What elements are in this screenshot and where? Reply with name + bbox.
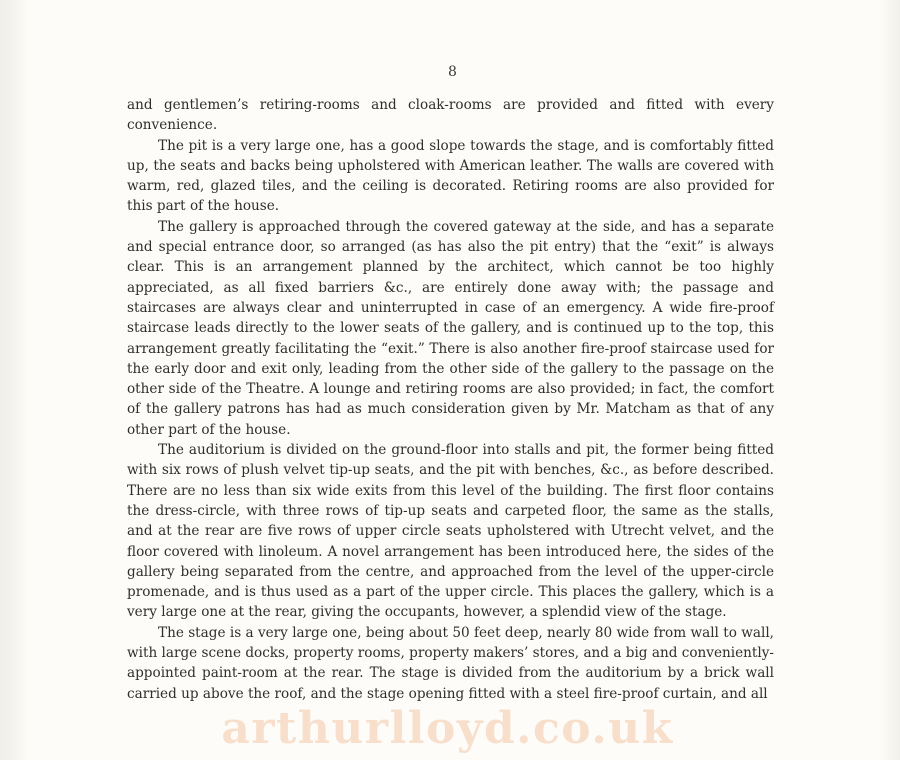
paragraph-gallery: The gallery is approached through the covered gateway at the side, and has a separate and special entrance door, so arranged (as has also the pit entry) that the “exit” is always clear. This is an arrangement planned by the architect, which cannot be too highly appreciated, as all fixed barriers &c., are entirely done away with; the passage and staircases are always clear and uninterrupted in case of an emergency. A wide fire-proof staircase leads directly to the lower seats of the gallery, and is continued up to the top, this arrangement greatly facilitating the “exit.” There is also another fire-proof staircase used for the early door and exit only, leading from the other side of the gallery to the passage on the other side of the Theatre. A lounge and retiring rooms are also provided; in fact, the comfort of the gallery patrons has had as much consideration given by Mr. Matcham as that of any other part of the house. [127,218,774,438]
page-number: 8 [448,64,457,80]
watermark: arthurlloyd.co.uk [221,703,674,754]
body-text [127,95,774,704]
paragraph-stage: The stage is a very large one, being about 50 feet deep, nearly 80 wide from wall to wall, with large scene docks, property rooms, property makers’ stores, and a big and conveniently-appointed paint-room at the rear. The stage is divided from the auditorium by a brick wall carried up above the roof, and the stage opening fitted with a steel fire-proof curtain, and all [127,624,774,702]
paragraph-continuation: and gentlemen’s retiring-rooms and cloak-rooms are provided and fitted with every convenience. [127,97,774,134]
paragraph-pit: The pit is a very large one, has a good slope towards the stage, and is comfortably fitted up, the seats and backs being upholstered with American leather. The walls are covered with warm, red, glazed tiles, and the ceiling is decorated. Retiring rooms are also provided for this part of the house. [127,137,774,215]
paragraph-auditorium: The auditorium is divided on the ground-floor into stalls and pit, the former being fitted with six rows of plush velvet tip-up seats, and the pit with benches, &c., as before described. There are no less than six wide exits from this level of the building. The first floor contains the dress-circle, with three rows of tip-up seats and carpeted floor, the same as the stalls, and at the rear are five rows of upper circle seats upholstered with Utrecht velvet, and the floor covered with linoleum. A novel arrangement has been introduced here, the sides of the gallery being separated from the centre, and approached from the level of the upper-circle promenade, and is thus used as a part of the upper circle. This places the gallery, which is a very large one at the rear, giving the occupants, however, a splendid view of the stage. [127,442,774,621]
